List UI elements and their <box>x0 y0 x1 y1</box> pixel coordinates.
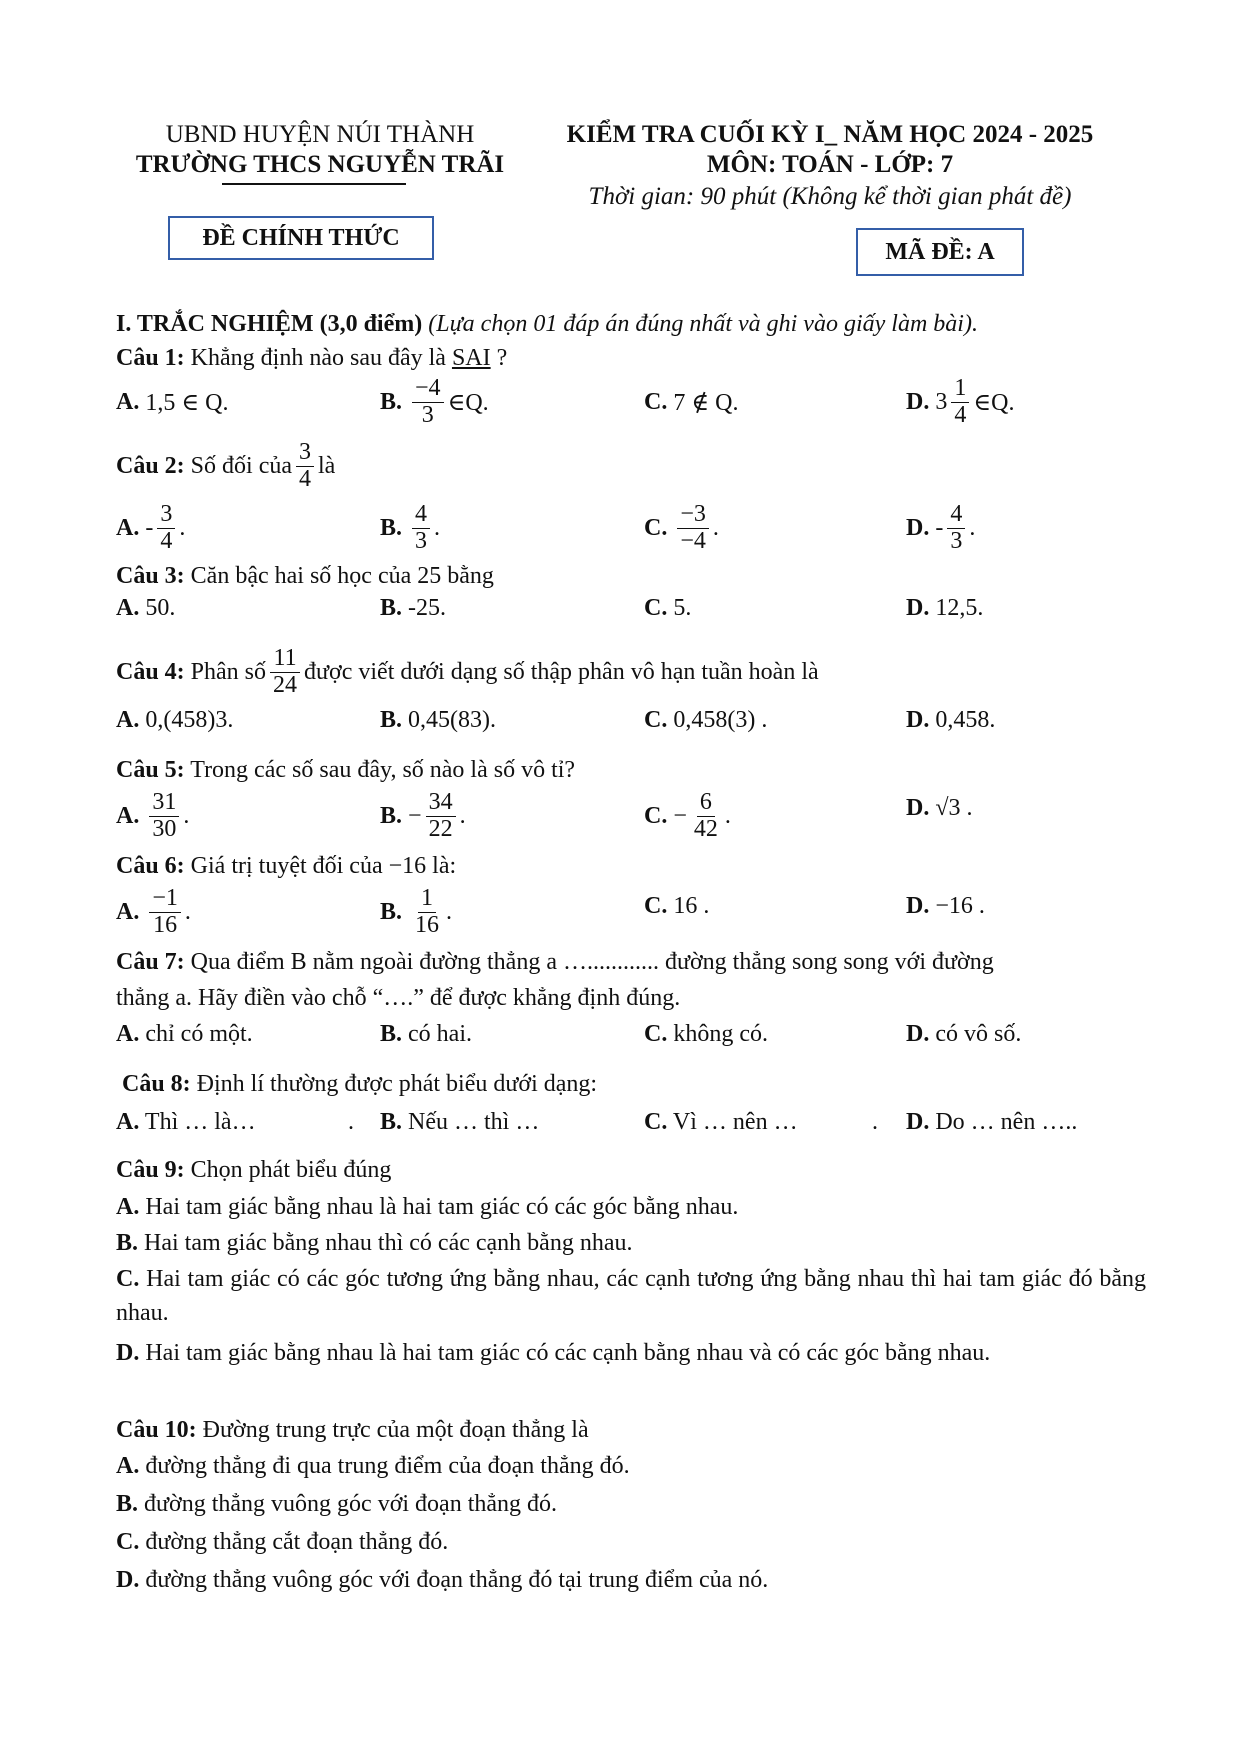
question-7-line2: thẳng a. Hãy điền vào chỗ “….” để được khẳng định đúng. <box>116 985 681 1011</box>
q6-option-a-label: A. <box>116 898 140 925</box>
q5-option-b-denominator: 22 <box>428 815 453 842</box>
q4-option-b <box>380 704 496 736</box>
q7-option-d <box>906 1018 1021 1050</box>
q9-option-a-value: Hai tam giác bằng nhau là hai tam giác có các góc bằng nhau. <box>145 1194 739 1220</box>
q2-option-c-denominator: −4 <box>680 527 706 554</box>
question-7-label: Câu 7: <box>116 949 185 975</box>
q6-option-b: B. $\frac{1}{16}$ . <box>380 885 453 938</box>
question-9-label: Câu 9: <box>116 1157 185 1183</box>
q8-option-a-value: Thì … là… <box>144 1109 256 1135</box>
question-1-tail: ? <box>490 345 508 371</box>
question-10 <box>116 1414 589 1446</box>
question-10-text: Đường trung trực của một đoạn thẳng là <box>202 1417 589 1443</box>
q8-option-c-label: C. <box>644 1109 668 1135</box>
q3-option-b-label: B. <box>380 595 403 621</box>
q3-option-c-label: C. <box>644 595 668 621</box>
q7-option-a <box>116 1018 253 1050</box>
q8-option-d <box>906 1106 1077 1138</box>
school-name: TRƯỜNG THCS NGUYỄN TRÃI <box>135 151 505 178</box>
q2-option-d-fraction <box>947 502 965 553</box>
question-7-text-line1: Qua điểm B nằm ngoài đường thẳng a …............ đường thẳng song song với đường <box>190 949 994 975</box>
q5-option-a-fraction <box>149 790 179 841</box>
q5-option-c-fraction <box>691 790 721 841</box>
q10-option-a-value: đường thẳng đi qua trung điểm của đoạn thẳng đó. <box>145 1453 630 1479</box>
q10-option-a-label: A. <box>116 1453 140 1479</box>
q2-option-b-label: B. <box>380 514 403 541</box>
q8-option-a <box>116 1106 256 1138</box>
q6-option-d-value: −16 . <box>935 892 985 919</box>
q5-option-c: C. − $\frac{6}{42}$ . <box>644 789 731 842</box>
q6-option-d-label: D. <box>906 892 930 919</box>
question-2-denominator: 4 <box>299 465 311 492</box>
q5-option-b-sign: − <box>408 802 422 829</box>
q2-option-a-fraction <box>157 502 175 553</box>
q6-option-a-numerator: −1 <box>149 886 181 912</box>
q5-option-c-denominator: 42 <box>693 815 718 842</box>
q4-option-d-label: D. <box>906 707 930 733</box>
q5-option-b-label: B. <box>380 802 403 829</box>
q5-option-a-label: A. <box>116 802 140 829</box>
q10-option-d-value: đường thẳng vuông góc với đoạn thẳng đó tại trung điểm của nó. <box>145 1567 769 1593</box>
q1-option-b-label: B. <box>380 388 403 415</box>
q9-option-b <box>116 1226 1146 1260</box>
question-4-fraction <box>270 646 300 697</box>
q1-option-c-label: C. <box>644 388 668 415</box>
q9-option-c-label: C. <box>116 1266 140 1292</box>
q4-option-d-value: 0,458. <box>935 707 996 733</box>
exam-title: KIỂM TRA CUỐI KỲ I_ NĂM HỌC 2024 - 2025 <box>566 121 1094 148</box>
q8-option-c-value: Vì … nên … <box>672 1109 798 1135</box>
q9-option-b-label: B. <box>116 1230 139 1256</box>
q5-option-d-value: √3 . <box>935 794 973 821</box>
q7-option-c-value: không có. <box>673 1021 768 1047</box>
q6-option-d <box>906 876 985 936</box>
q6-option-c <box>644 876 709 936</box>
q9-option-d <box>116 1336 1146 1370</box>
q9-option-a <box>116 1190 1146 1224</box>
q10-option-c-value: đường thẳng cắt đoạn thẳng đó. <box>145 1529 449 1555</box>
question-9-text: Chọn phát biểu đúng <box>190 1157 392 1183</box>
q9-option-a-label: A. <box>116 1194 140 1220</box>
official-exam-box: ĐỀ CHÍNH THỨC <box>168 216 434 260</box>
q3-option-a <box>116 592 175 624</box>
q3-option-d-value: 12,5. <box>935 595 984 621</box>
q3-option-d <box>906 592 983 624</box>
question-1 <box>116 342 507 374</box>
q10-option-d-label: D. <box>116 1567 140 1593</box>
q4-option-c-label: C. <box>644 707 668 733</box>
district-name: UBND HUYỆN NÚI THÀNH <box>165 121 475 148</box>
q2-option-c-numerator: −3 <box>677 502 709 528</box>
q1-option-d <box>906 372 1014 432</box>
question-6-label: Câu 6: <box>116 853 185 879</box>
q8-option-d-label: D. <box>906 1109 930 1135</box>
q7-option-b-value: có hai. <box>408 1021 472 1047</box>
q6-option-b-label: B. <box>380 898 403 925</box>
q1-option-d-denominator: 4 <box>954 401 967 428</box>
question-1-label: Câu 1: <box>116 345 185 371</box>
q1-option-b-numerator: −4 <box>412 376 444 402</box>
q9-option-d-value: Hai tam giác bằng nhau là hai tam giác có các cạnh bằng nhau và có các góc bằng nhau. <box>145 1340 991 1366</box>
question-2-label: Câu 2: <box>116 452 185 479</box>
q10-option-b <box>116 1488 557 1520</box>
q1-option-c <box>644 372 738 432</box>
question-4-numerator: 11 <box>270 646 299 672</box>
q3-option-b-value: -25. <box>408 595 447 621</box>
q1-option-c-value: 7 ∉ Q. <box>673 389 739 416</box>
question-1-keyword: SAI <box>451 345 491 371</box>
q5-option-b-numerator: 34 <box>426 790 456 816</box>
q1-option-d-suffix: ∈Q. <box>973 389 1015 416</box>
q7-option-a-label: A. <box>116 1021 140 1047</box>
q3-option-a-label: A. <box>116 595 140 621</box>
question-7 <box>116 946 994 978</box>
q2-option-d-sign: - <box>935 514 944 541</box>
q2-option-d-numerator: 4 <box>947 502 965 528</box>
q2-option-c-fraction <box>677 502 709 553</box>
q8-option-b-label: B. <box>380 1109 403 1135</box>
question-8-text: Định lí thường được phát biểu dưới dạng: <box>196 1071 598 1097</box>
q1-option-b-fraction <box>412 376 444 427</box>
q5-option-c-sign: − <box>673 802 687 829</box>
q2-option-b-numerator: 4 <box>412 502 430 528</box>
question-2-numerator: 3 <box>296 440 314 466</box>
question-8 <box>122 1068 597 1100</box>
question-4-text: Phân số <box>190 658 267 685</box>
q7-option-b <box>380 1018 472 1050</box>
q7-option-a-value: chỉ có một. <box>145 1021 253 1047</box>
q2-option-b-denominator: 3 <box>415 527 428 554</box>
section-title: I. TRẮC NGHIỆM (3,0 điểm) <box>116 311 423 337</box>
q2-option-d-denominator: 3 <box>950 527 963 554</box>
q10-option-d <box>116 1564 768 1596</box>
q10-option-c <box>116 1526 448 1558</box>
q1-option-a-value: 1,5 ∈ Q. <box>145 389 229 416</box>
q2-option-a-label: A. <box>116 514 140 541</box>
question-2 <box>116 436 335 496</box>
q10-option-b-label: B. <box>116 1491 139 1517</box>
q1-option-d-fraction <box>951 376 969 427</box>
q2-option-c-label: C. <box>644 514 668 541</box>
q5-option-c-label: C. <box>644 802 668 829</box>
school-underline <box>222 183 406 185</box>
q3-option-c <box>644 592 691 624</box>
exam-duration: Thời gian: 90 phút (Không kể thời gian phát đề) <box>588 183 1072 210</box>
q6-option-b-numerator: 1 <box>418 886 436 912</box>
q6-option-b-fraction <box>412 886 442 937</box>
q2-option-a-numerator: 3 <box>157 502 175 528</box>
q2-option-b: B. $\frac{4}{3}$ . <box>380 501 441 554</box>
q1-option-a <box>116 372 228 432</box>
q1-option-d-numerator: 1 <box>951 376 969 402</box>
q2-option-b-fraction <box>412 502 430 553</box>
q9-option-b-value: Hai tam giác bằng nhau thì có các cạnh bằng nhau. <box>144 1230 633 1256</box>
q5-option-a-denominator: 30 <box>152 815 177 842</box>
question-6-text: Giá trị tuyệt đối của −16 là: <box>190 853 457 879</box>
q6-option-b-denominator: 16 <box>415 911 440 938</box>
question-9 <box>116 1154 391 1186</box>
q7-option-d-label: D. <box>906 1021 930 1047</box>
q5-option-a-numerator: 31 <box>149 790 179 816</box>
q1-option-d-whole: 3 <box>935 388 948 415</box>
question-8-label: Câu 8: <box>122 1071 191 1097</box>
q10-option-c-label: C. <box>116 1529 140 1555</box>
q4-option-c-value: 0,458(3) . <box>673 707 768 733</box>
q7-option-c <box>644 1018 768 1050</box>
q7-option-c-label: C. <box>644 1021 668 1047</box>
q1-option-d-label: D. <box>906 388 930 415</box>
subject-grade: MÔN: TOÁN - LỚP: 7 <box>706 151 954 178</box>
q5-option-b-fraction <box>426 790 456 841</box>
q8-separator-1: . <box>348 1109 354 1135</box>
q3-option-c-value: 5. <box>673 595 692 621</box>
q7-option-b-label: B. <box>380 1021 403 1047</box>
q3-option-a-value: 50. <box>145 595 176 621</box>
q8-option-b <box>380 1106 539 1138</box>
q6-option-c-label: C. <box>644 892 668 919</box>
q8-option-d-value: Do … nên ….. <box>935 1109 1078 1135</box>
q2-option-a-denominator: 4 <box>160 527 173 554</box>
q3-option-d-label: D. <box>906 595 930 621</box>
section-instruction: (Lựa chọn 01 đáp án đúng nhất và ghi vào giấy làm bài). <box>428 311 978 337</box>
q7-option-d-value: có vô số. <box>935 1021 1022 1047</box>
q4-option-b-label: B. <box>380 707 403 733</box>
q2-option-d: D. - $\frac{4}{3}$ . <box>906 501 976 554</box>
q1-option-b <box>380 372 489 432</box>
q10-option-a <box>116 1450 630 1482</box>
q8-option-c <box>644 1106 798 1138</box>
q9-option-c-value: Hai tam giác có các góc tương ứng bằng nhau, các cạnh tương ứng bằng nhau thì hai tam giác đó bằng nhau. <box>116 1266 1147 1326</box>
question-5 <box>116 754 575 786</box>
q6-option-a: A. $\frac{-1}{16}$ . <box>116 885 191 938</box>
q5-option-c-numerator: 6 <box>697 790 715 816</box>
q1-option-b-denominator: 3 <box>421 401 434 428</box>
q5-option-d-label: D. <box>906 794 930 821</box>
question-4-label: Câu 4: <box>116 658 185 685</box>
q5-option-a: A. $\frac{31}{30}$ . <box>116 789 190 842</box>
question-4-denominator: 24 <box>273 671 298 698</box>
q2-option-c: C. $\frac{-3}{-4}$ . <box>644 501 719 554</box>
question-2-fraction <box>296 440 314 491</box>
question-10-label: Câu 10: <box>116 1417 197 1443</box>
q4-option-b-value: 0,45(83). <box>408 707 496 733</box>
q5-option-b: B. − $\frac{34}{22}$ . <box>380 789 466 842</box>
question-3-text: Căn bậc hai số học của 25 bằng <box>190 563 494 589</box>
q4-option-c <box>644 704 767 736</box>
question-2-tail: là <box>318 452 336 479</box>
q6-option-a-fraction <box>149 886 181 937</box>
question-3 <box>116 560 494 592</box>
q9-option-d-label: D. <box>116 1340 140 1366</box>
exam-code-box: MÃ ĐỀ: A <box>856 228 1024 276</box>
question-2-text: Số đối của <box>190 452 292 479</box>
question-3-label: Câu 3: <box>116 563 185 589</box>
q6-option-c-value: 16 . <box>673 892 710 919</box>
q5-option-d <box>906 778 973 838</box>
q3-option-b <box>380 592 446 624</box>
q4-option-a <box>116 704 233 736</box>
q6-option-a-denominator: 16 <box>153 911 178 938</box>
q8-option-b-value: Nếu … thì … <box>408 1109 540 1135</box>
question-5-label: Câu 5: <box>116 757 185 783</box>
q2-option-a: A. - $\frac{3}{4}$ . <box>116 501 186 554</box>
q4-option-d <box>906 704 995 736</box>
q10-option-b-value: đường thẳng vuông góc với đoạn thẳng đó. <box>144 1491 558 1517</box>
q8-option-a-label: A. <box>116 1109 140 1135</box>
q1-option-a-label: A. <box>116 388 140 415</box>
section-heading <box>116 308 978 340</box>
q2-option-d-label: D. <box>906 514 930 541</box>
q9-option-c <box>116 1262 1146 1330</box>
q4-option-a-value: 0,(458)3. <box>145 707 234 733</box>
q2-option-a-sign: - <box>145 514 154 541</box>
question-4-tail: được viết dưới dạng số thập phân vô hạn tuần hoàn là <box>304 658 819 685</box>
q4-option-a-label: A. <box>116 707 140 733</box>
question-4 <box>116 642 819 702</box>
q1-option-b-suffix: ∈Q. <box>447 389 489 416</box>
question-6 <box>116 850 456 882</box>
question-5-text: Trong các số sau đây, số nào là số vô tỉ? <box>190 757 576 783</box>
q8-separator-2: . <box>872 1109 878 1135</box>
question-1-text: Khẳng định nào sau đây là <box>190 345 446 371</box>
